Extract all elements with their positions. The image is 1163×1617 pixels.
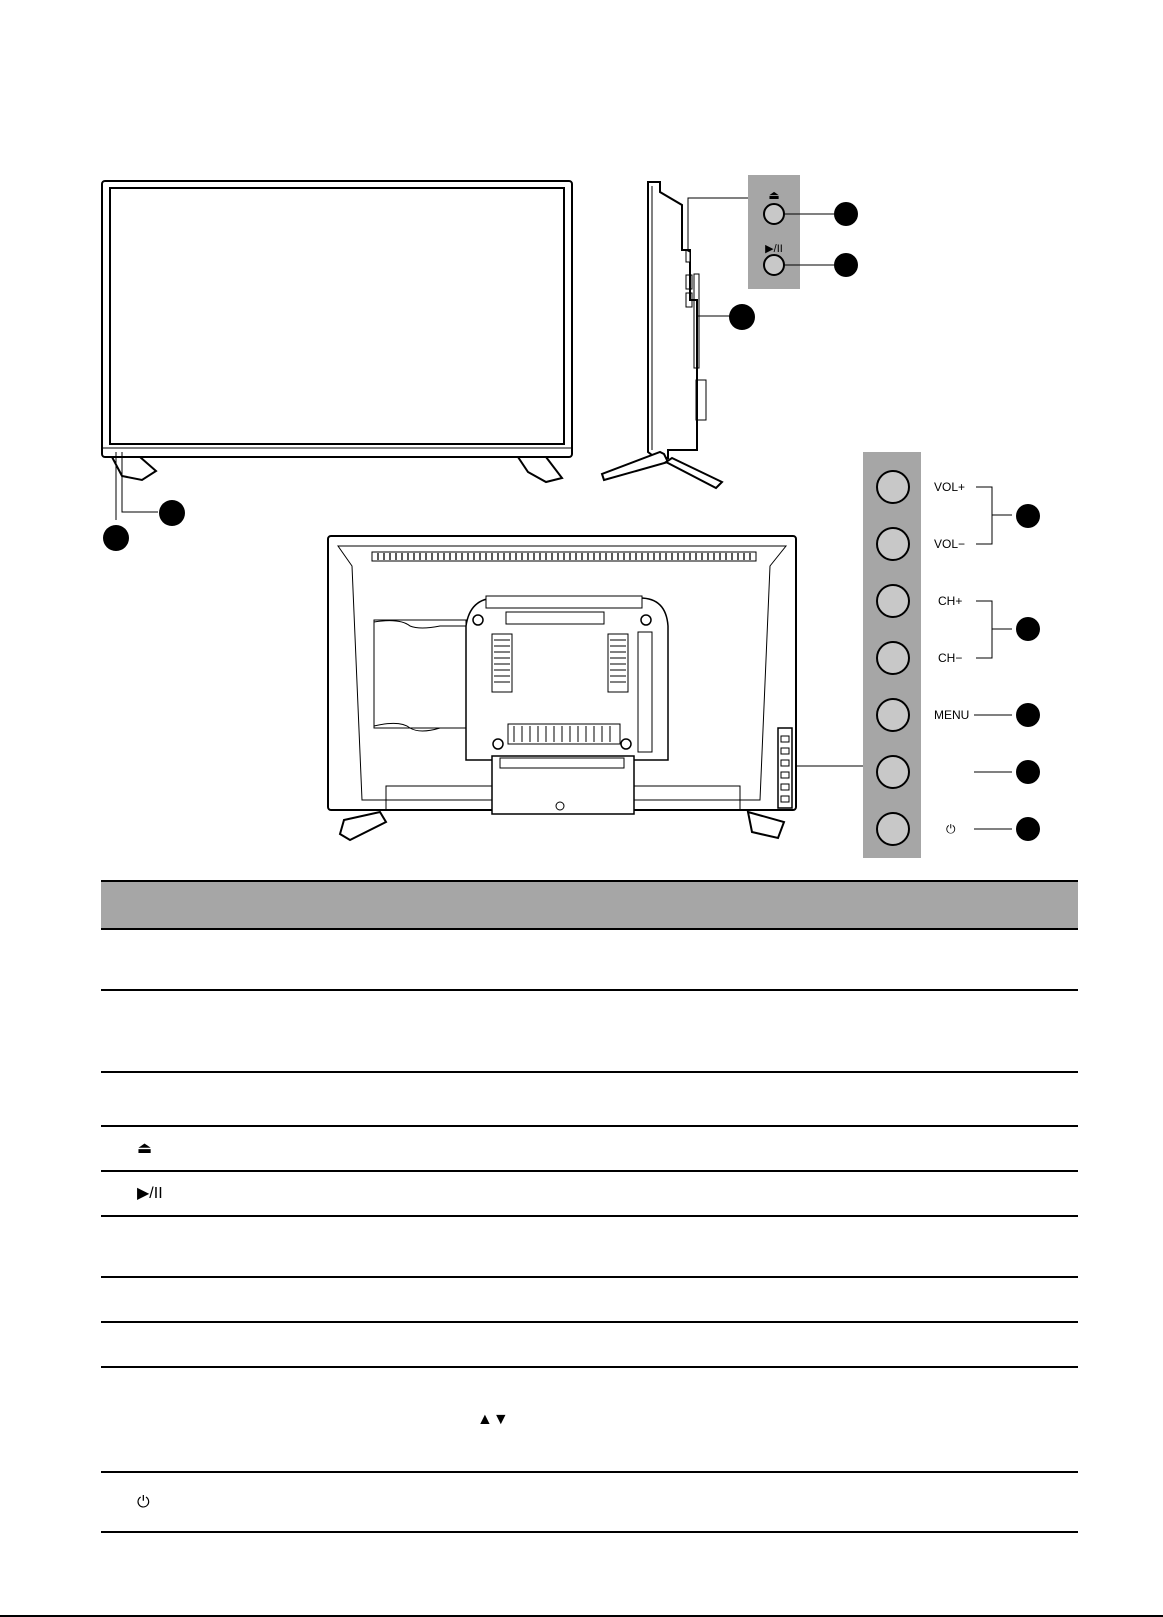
- table-row: [101, 929, 1078, 990]
- callout-marker: [729, 304, 755, 330]
- callout-marker: [103, 525, 129, 551]
- table-row: [101, 1171, 1078, 1216]
- table-row: [101, 1277, 1078, 1322]
- play-pause-icon: ▶/II: [137, 1185, 163, 1202]
- power-icon: ⏻: [137, 1493, 150, 1511]
- callout-marker: [1016, 504, 1040, 528]
- play-pause-button[interactable]: [764, 255, 784, 275]
- ch-up-button[interactable]: [877, 585, 909, 617]
- vol-up-button[interactable]: [877, 471, 909, 503]
- table-row: [101, 1216, 1078, 1277]
- table-header-cell: [257, 881, 477, 929]
- power-button[interactable]: [877, 813, 909, 845]
- ch-up-label: CH+: [938, 594, 963, 608]
- callout-marker: [1016, 617, 1040, 641]
- table-row: [101, 1126, 1078, 1171]
- controls-table: [101, 880, 1078, 1533]
- table-row: [101, 1472, 1078, 1532]
- table-header-cell: [101, 881, 257, 929]
- callout-marker: [1016, 703, 1040, 727]
- menu-label: MENU: [934, 708, 970, 722]
- eject-icon: ⏏: [137, 1140, 153, 1157]
- table-row: [101, 1072, 1078, 1126]
- source-button[interactable]: [877, 756, 909, 788]
- table-header-cell: [477, 881, 1078, 929]
- callout-marker: [834, 202, 858, 226]
- table-row: [101, 990, 1078, 1072]
- callout-marker: [1016, 817, 1040, 841]
- eject-button[interactable]: [764, 204, 784, 224]
- tv-front-view: [102, 181, 572, 520]
- callout-marker: [159, 500, 185, 526]
- eject-symbol: ⏏: [768, 188, 780, 202]
- tv-rear-view: [328, 536, 888, 840]
- table-row: [101, 1367, 1078, 1472]
- tv-side-view: [602, 182, 748, 488]
- table-header-row: [101, 881, 1078, 929]
- callout-marker: [834, 253, 858, 277]
- play-pause-symbol: ▶/II: [765, 243, 783, 255]
- vol-down-button[interactable]: [877, 528, 909, 560]
- ch-down-label: CH−: [938, 651, 963, 665]
- ch-down-button[interactable]: [877, 642, 909, 674]
- vol-up-label: VOL+: [934, 480, 966, 494]
- up-down-arrows-icon: ▲▼: [477, 1410, 509, 1428]
- menu-button[interactable]: [877, 699, 909, 731]
- callout-marker: [1016, 760, 1040, 784]
- table-row: [101, 1322, 1078, 1367]
- power-label: ⏻: [946, 822, 956, 836]
- vol-down-label: VOL−: [934, 537, 966, 551]
